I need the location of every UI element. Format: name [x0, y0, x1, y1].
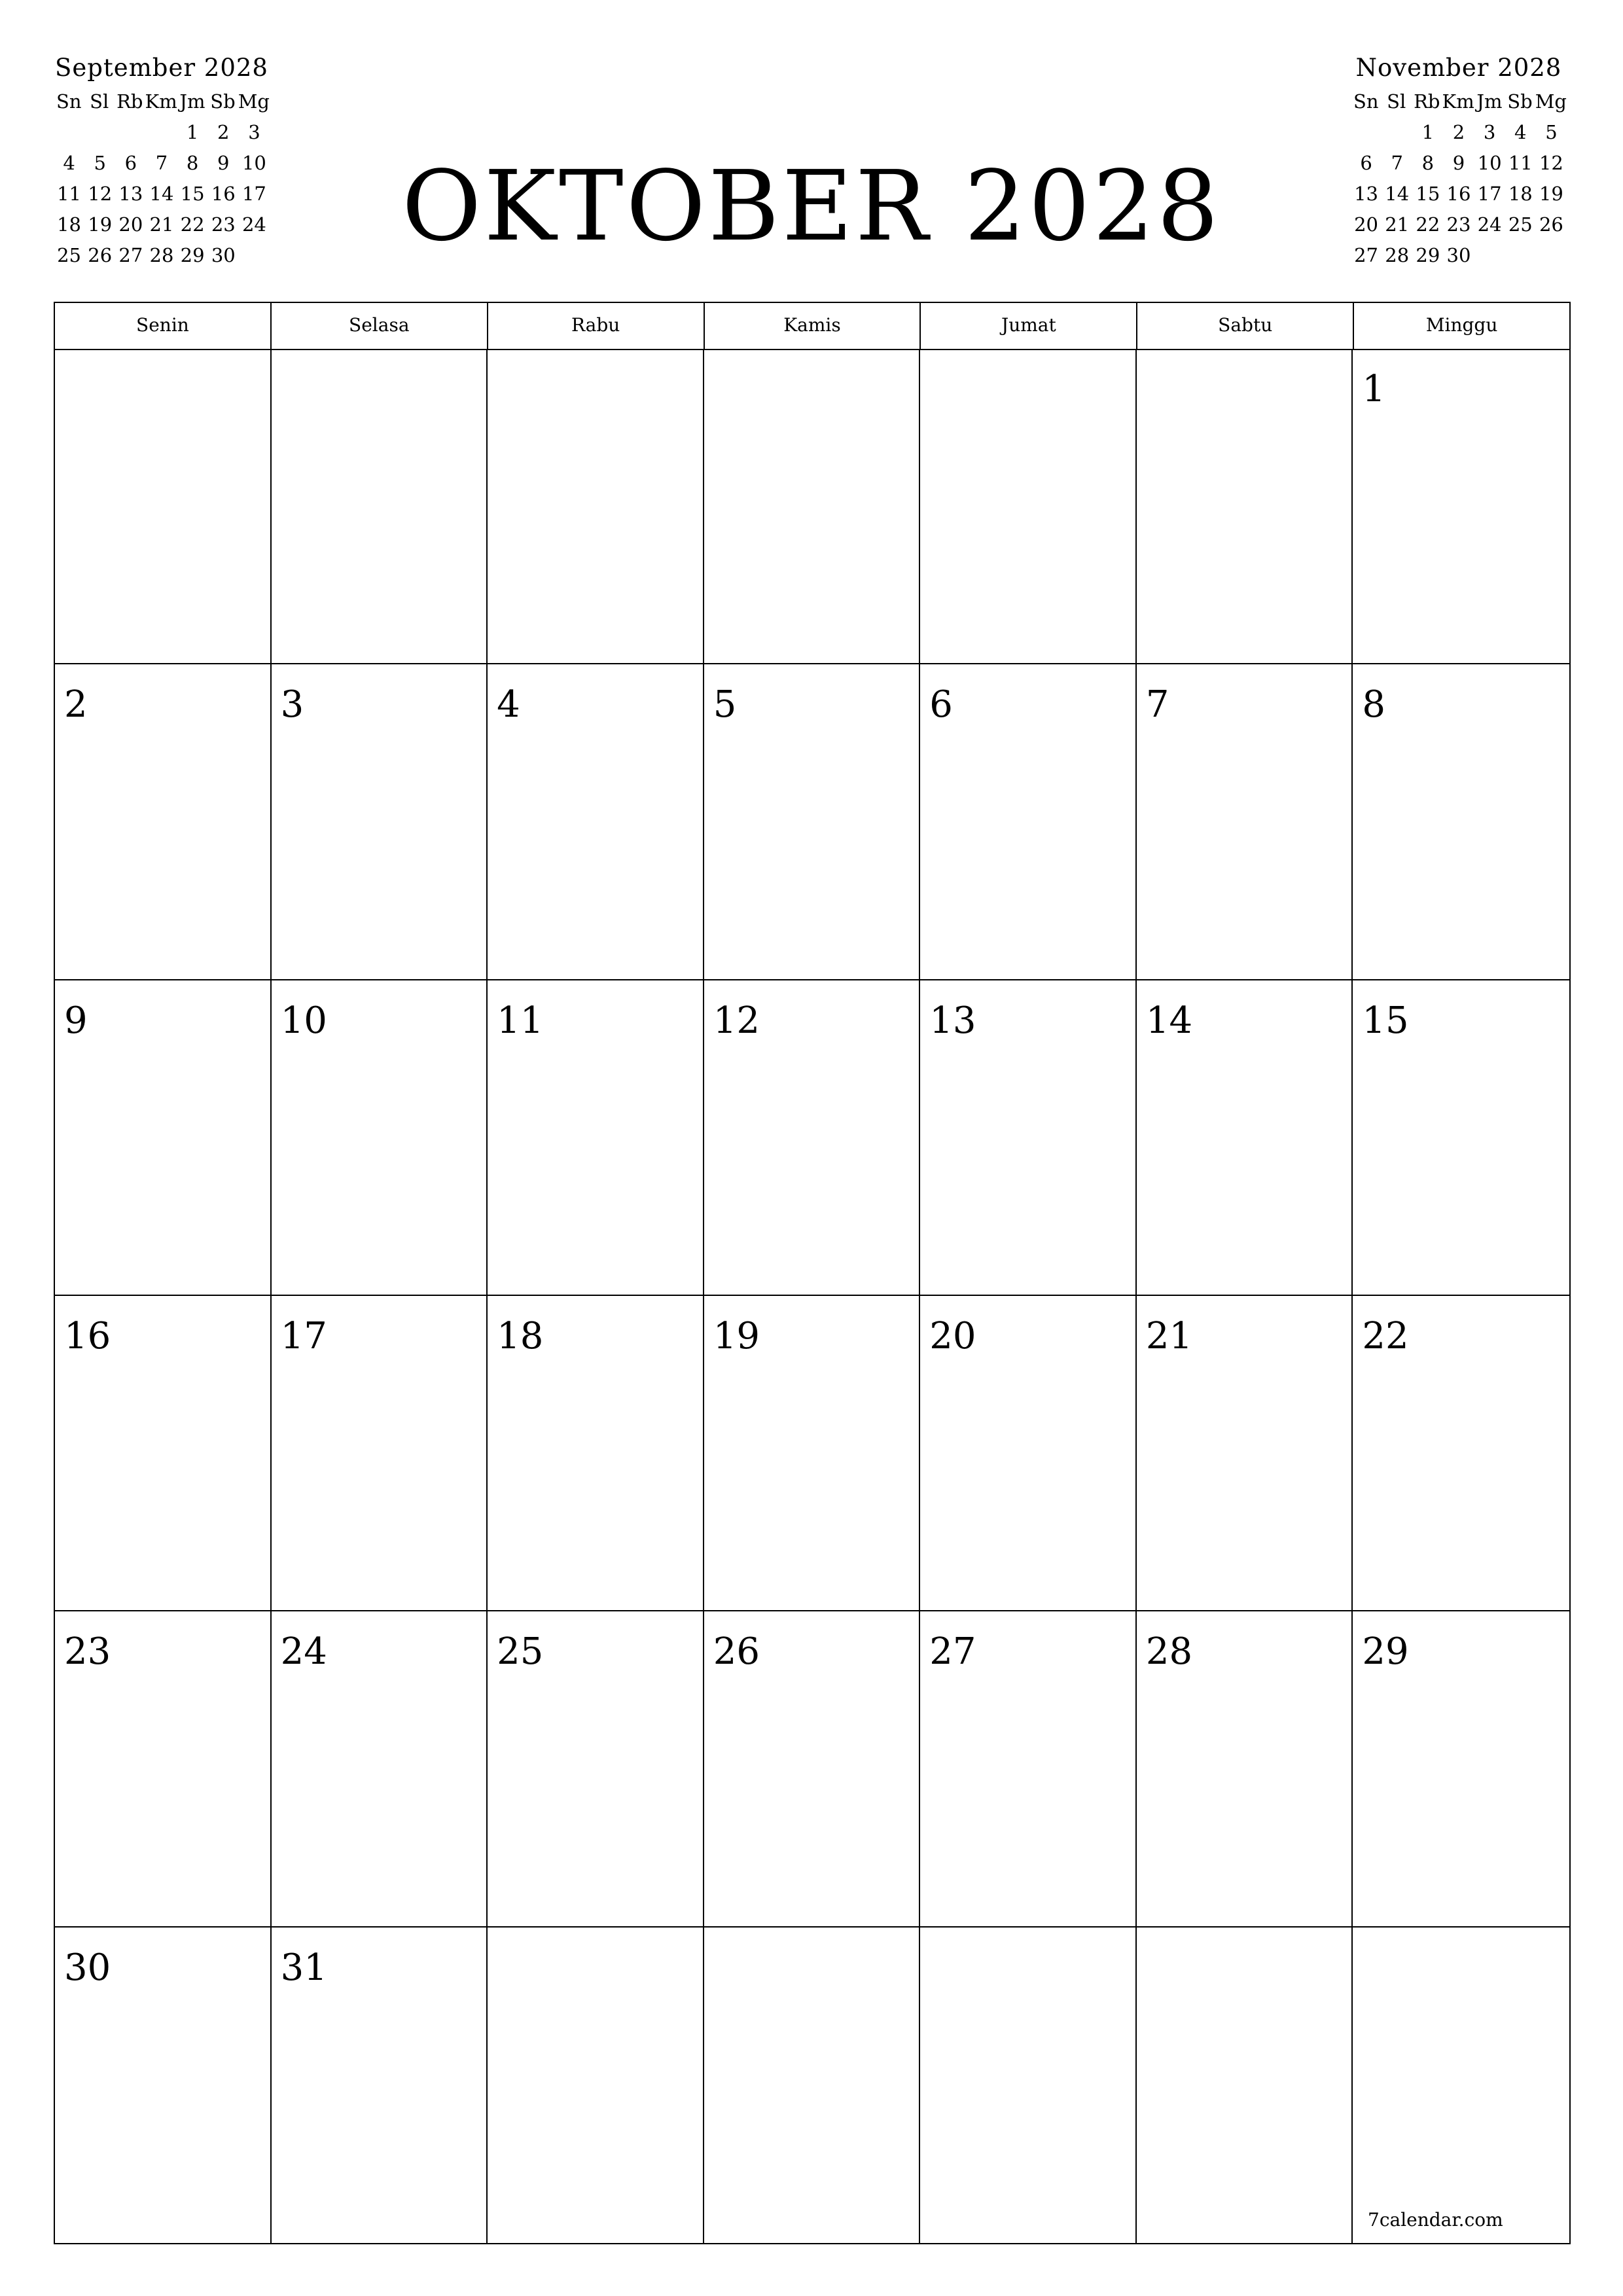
day-number: 29 — [1362, 1630, 1409, 1674]
day-number: 27 — [929, 1630, 976, 1674]
weekday-header: Sabtu — [1137, 303, 1354, 349]
mini-day: 27 — [1354, 244, 1379, 266]
mini-day: 18 — [1508, 183, 1533, 205]
day-cell[interactable] — [1137, 1928, 1353, 2243]
day-number: 24 — [280, 1630, 327, 1674]
day-cell[interactable] — [1137, 349, 1353, 664]
day-number: 31 — [280, 1946, 327, 1989]
mini-day: 19 — [1539, 183, 1563, 205]
mini-day: 10 — [1477, 152, 1502, 174]
day-number: 1 — [1362, 368, 1386, 410]
mini-day: 12 — [88, 183, 113, 205]
mini-calendar-next-month — [1351, 50, 1567, 271]
day-number: 16 — [64, 1315, 111, 1357]
day-cell[interactable] — [488, 1928, 704, 2243]
weekday-header: Kamis — [705, 303, 921, 349]
mini-day: 29 — [180, 244, 205, 266]
day-number: 25 — [497, 1630, 544, 1674]
mini-day: 19 — [88, 213, 113, 236]
day-number: 2 — [64, 683, 88, 726]
mini-day: 8 — [1421, 152, 1435, 174]
day-number: 15 — [1362, 999, 1409, 1042]
day-cells — [55, 349, 1569, 2243]
mini-day: 17 — [241, 183, 266, 205]
mini-day: 13 — [1354, 183, 1379, 205]
day-cell[interactable] — [55, 980, 272, 1296]
mini-day: 22 — [1416, 213, 1440, 236]
weekday-header: Selasa — [272, 303, 488, 349]
day-cell[interactable] — [920, 1611, 1137, 1927]
mini-day: 30 — [211, 244, 236, 266]
day-cell[interactable] — [704, 664, 921, 980]
day-cell[interactable] — [1353, 1611, 1569, 1927]
mini-day — [1536, 240, 1567, 271]
day-cell[interactable] — [272, 1296, 488, 1611]
day-cell[interactable] — [920, 1928, 1137, 2243]
mini-weekday: Km — [1442, 90, 1474, 113]
day-number: 11 — [497, 999, 544, 1042]
day-cell[interactable] — [488, 664, 704, 980]
mini-day: 2 — [1452, 121, 1465, 143]
mini-day: 28 — [149, 244, 174, 266]
day-cell[interactable] — [920, 980, 1137, 1296]
day-number: 7 — [1145, 683, 1169, 726]
day-cell[interactable] — [1137, 1611, 1353, 1927]
day-number: 30 — [64, 1946, 111, 1989]
day-number: 12 — [713, 999, 760, 1042]
day-number: 6 — [929, 683, 953, 726]
mini-day: 9 — [1452, 152, 1465, 174]
mini-weekday: Sb — [210, 90, 236, 113]
day-number: 10 — [280, 999, 327, 1042]
day-number: 4 — [497, 683, 520, 726]
weekday-header: Senin — [55, 303, 272, 349]
mini-day: 26 — [1539, 213, 1563, 236]
mini-day: 1 — [186, 121, 199, 143]
day-cell[interactable] — [1353, 349, 1569, 664]
day-cell[interactable] — [704, 1296, 921, 1611]
mini-weekday: Sn — [1353, 90, 1379, 113]
day-number: 20 — [929, 1315, 976, 1357]
day-cell[interactable] — [1353, 1928, 1569, 2243]
day-number: 9 — [64, 999, 88, 1042]
day-number: 18 — [497, 1315, 544, 1357]
mini-day: 5 — [1545, 121, 1558, 143]
mini-weekday: Sb — [1507, 90, 1533, 113]
mini-weekday: Rb — [1414, 90, 1440, 113]
mini-day: 4 — [1514, 121, 1527, 143]
page-title: OKTOBER 2028 — [402, 150, 1221, 262]
mini-day: 6 — [124, 152, 137, 174]
mini-day: 26 — [88, 244, 113, 266]
day-number: 14 — [1145, 999, 1193, 1042]
weekday-header: Jumat — [921, 303, 1137, 349]
mini-day: 7 — [1391, 152, 1403, 174]
mini-day: 16 — [211, 183, 236, 205]
day-cell[interactable] — [704, 980, 921, 1296]
mini-day: 15 — [180, 183, 205, 205]
mini-day: 14 — [149, 183, 174, 205]
mini-weekday: Mg — [1535, 90, 1567, 113]
weekday-header: Rabu — [488, 303, 705, 349]
mini-day: 10 — [241, 152, 266, 174]
mini-day — [1505, 240, 1536, 271]
mini-day: 9 — [217, 152, 230, 174]
mini-day: 7 — [155, 152, 168, 174]
mini-calendar-weekday-row — [54, 86, 270, 117]
day-number: 21 — [1145, 1315, 1193, 1357]
day-cell[interactable] — [272, 980, 488, 1296]
day-cell[interactable] — [272, 1611, 488, 1927]
day-cell[interactable] — [488, 1296, 704, 1611]
mini-day: 3 — [1483, 121, 1496, 143]
mini-day: 5 — [94, 152, 106, 174]
mini-day: 20 — [118, 213, 143, 236]
day-cell[interactable] — [55, 1611, 272, 1927]
mini-day: 25 — [57, 244, 82, 266]
mini-weekday: Jm — [179, 90, 205, 113]
day-number: 3 — [280, 683, 304, 726]
mini-weekday: Rb — [116, 90, 143, 113]
mini-calendar-title: November 2028 — [1355, 54, 1562, 82]
day-cell[interactable] — [1353, 1296, 1569, 1611]
day-number: 5 — [713, 683, 737, 726]
mini-day: 24 — [1477, 213, 1502, 236]
mini-day: 11 — [57, 183, 82, 205]
mini-day: 21 — [1385, 213, 1410, 236]
day-cell[interactable] — [488, 980, 704, 1296]
mini-day: 6 — [1360, 152, 1372, 174]
mini-day: 18 — [57, 213, 82, 236]
day-cell[interactable] — [704, 1928, 921, 2243]
footer-website: 7calendar.com — [1368, 2209, 1503, 2231]
mini-day: 30 — [1446, 244, 1471, 266]
mini-day: 2 — [217, 121, 230, 143]
mini-weekday: Jm — [1476, 90, 1503, 113]
day-number: 13 — [929, 999, 976, 1042]
mini-day: 14 — [1385, 183, 1410, 205]
day-cell[interactable] — [55, 1296, 272, 1611]
month-grid — [54, 302, 1571, 2244]
day-number: 26 — [713, 1630, 760, 1674]
day-cell[interactable] — [1353, 664, 1569, 980]
mini-day: 29 — [1416, 244, 1440, 266]
day-cell[interactable] — [488, 1611, 704, 1927]
day-cell[interactable] — [1137, 980, 1353, 1296]
day-cell[interactable] — [1353, 980, 1569, 1296]
mini-day: 27 — [118, 244, 143, 266]
day-cell[interactable] — [920, 664, 1137, 980]
mini-day — [1474, 240, 1505, 271]
mini-calendar-weekday-row — [1351, 86, 1567, 117]
day-number: 28 — [1145, 1630, 1193, 1674]
mini-calendar-days — [1351, 117, 1567, 271]
day-number: 22 — [1362, 1315, 1409, 1357]
day-cell[interactable] — [704, 349, 921, 664]
weekday-header: Minggu — [1425, 314, 1498, 336]
mini-day — [1351, 117, 1382, 148]
mini-day: 22 — [180, 213, 205, 236]
day-cell[interactable] — [55, 664, 272, 980]
day-number: 23 — [64, 1630, 111, 1674]
mini-day: 17 — [1477, 183, 1502, 205]
mini-day: 28 — [1385, 244, 1410, 266]
mini-day: 3 — [248, 121, 260, 143]
day-cell[interactable] — [272, 1928, 488, 2243]
mini-day: 8 — [186, 152, 199, 174]
mini-weekday: Sl — [90, 90, 109, 113]
day-number: 8 — [1362, 683, 1386, 726]
day-cell[interactable] — [920, 349, 1137, 664]
mini-day: 25 — [1508, 213, 1533, 236]
mini-day: 15 — [1416, 183, 1440, 205]
day-cell[interactable] — [920, 1296, 1137, 1611]
weekday-header-row — [55, 303, 1569, 350]
mini-weekday: Sl — [1387, 90, 1406, 113]
day-cell[interactable] — [488, 349, 704, 664]
day-cell[interactable] — [55, 1928, 272, 2243]
mini-weekday: Sn — [56, 90, 82, 113]
mini-day: 23 — [1446, 213, 1471, 236]
mini-day: 12 — [1539, 152, 1563, 174]
day-cell[interactable] — [1137, 1296, 1353, 1611]
mini-day — [1382, 117, 1412, 148]
mini-day: 11 — [1508, 152, 1533, 174]
mini-day: 1 — [1421, 121, 1435, 143]
mini-weekday: Mg — [238, 90, 270, 113]
mini-day: 4 — [63, 152, 75, 174]
day-number: 19 — [713, 1315, 760, 1357]
day-cell[interactable] — [55, 349, 272, 664]
day-cell[interactable] — [704, 1611, 921, 1927]
day-number: 17 — [280, 1315, 327, 1357]
mini-day: 16 — [1446, 183, 1471, 205]
mini-calendar-title: September 2028 — [55, 54, 268, 82]
mini-day: 20 — [1354, 213, 1379, 236]
day-cell[interactable] — [272, 349, 488, 664]
mini-day: 24 — [241, 213, 266, 236]
day-cell[interactable] — [272, 664, 488, 980]
mini-day: 23 — [211, 213, 236, 236]
day-cell[interactable] — [1137, 664, 1353, 980]
mini-day: 13 — [118, 183, 143, 205]
mini-day: 21 — [149, 213, 174, 236]
mini-weekday: Km — [145, 90, 177, 113]
